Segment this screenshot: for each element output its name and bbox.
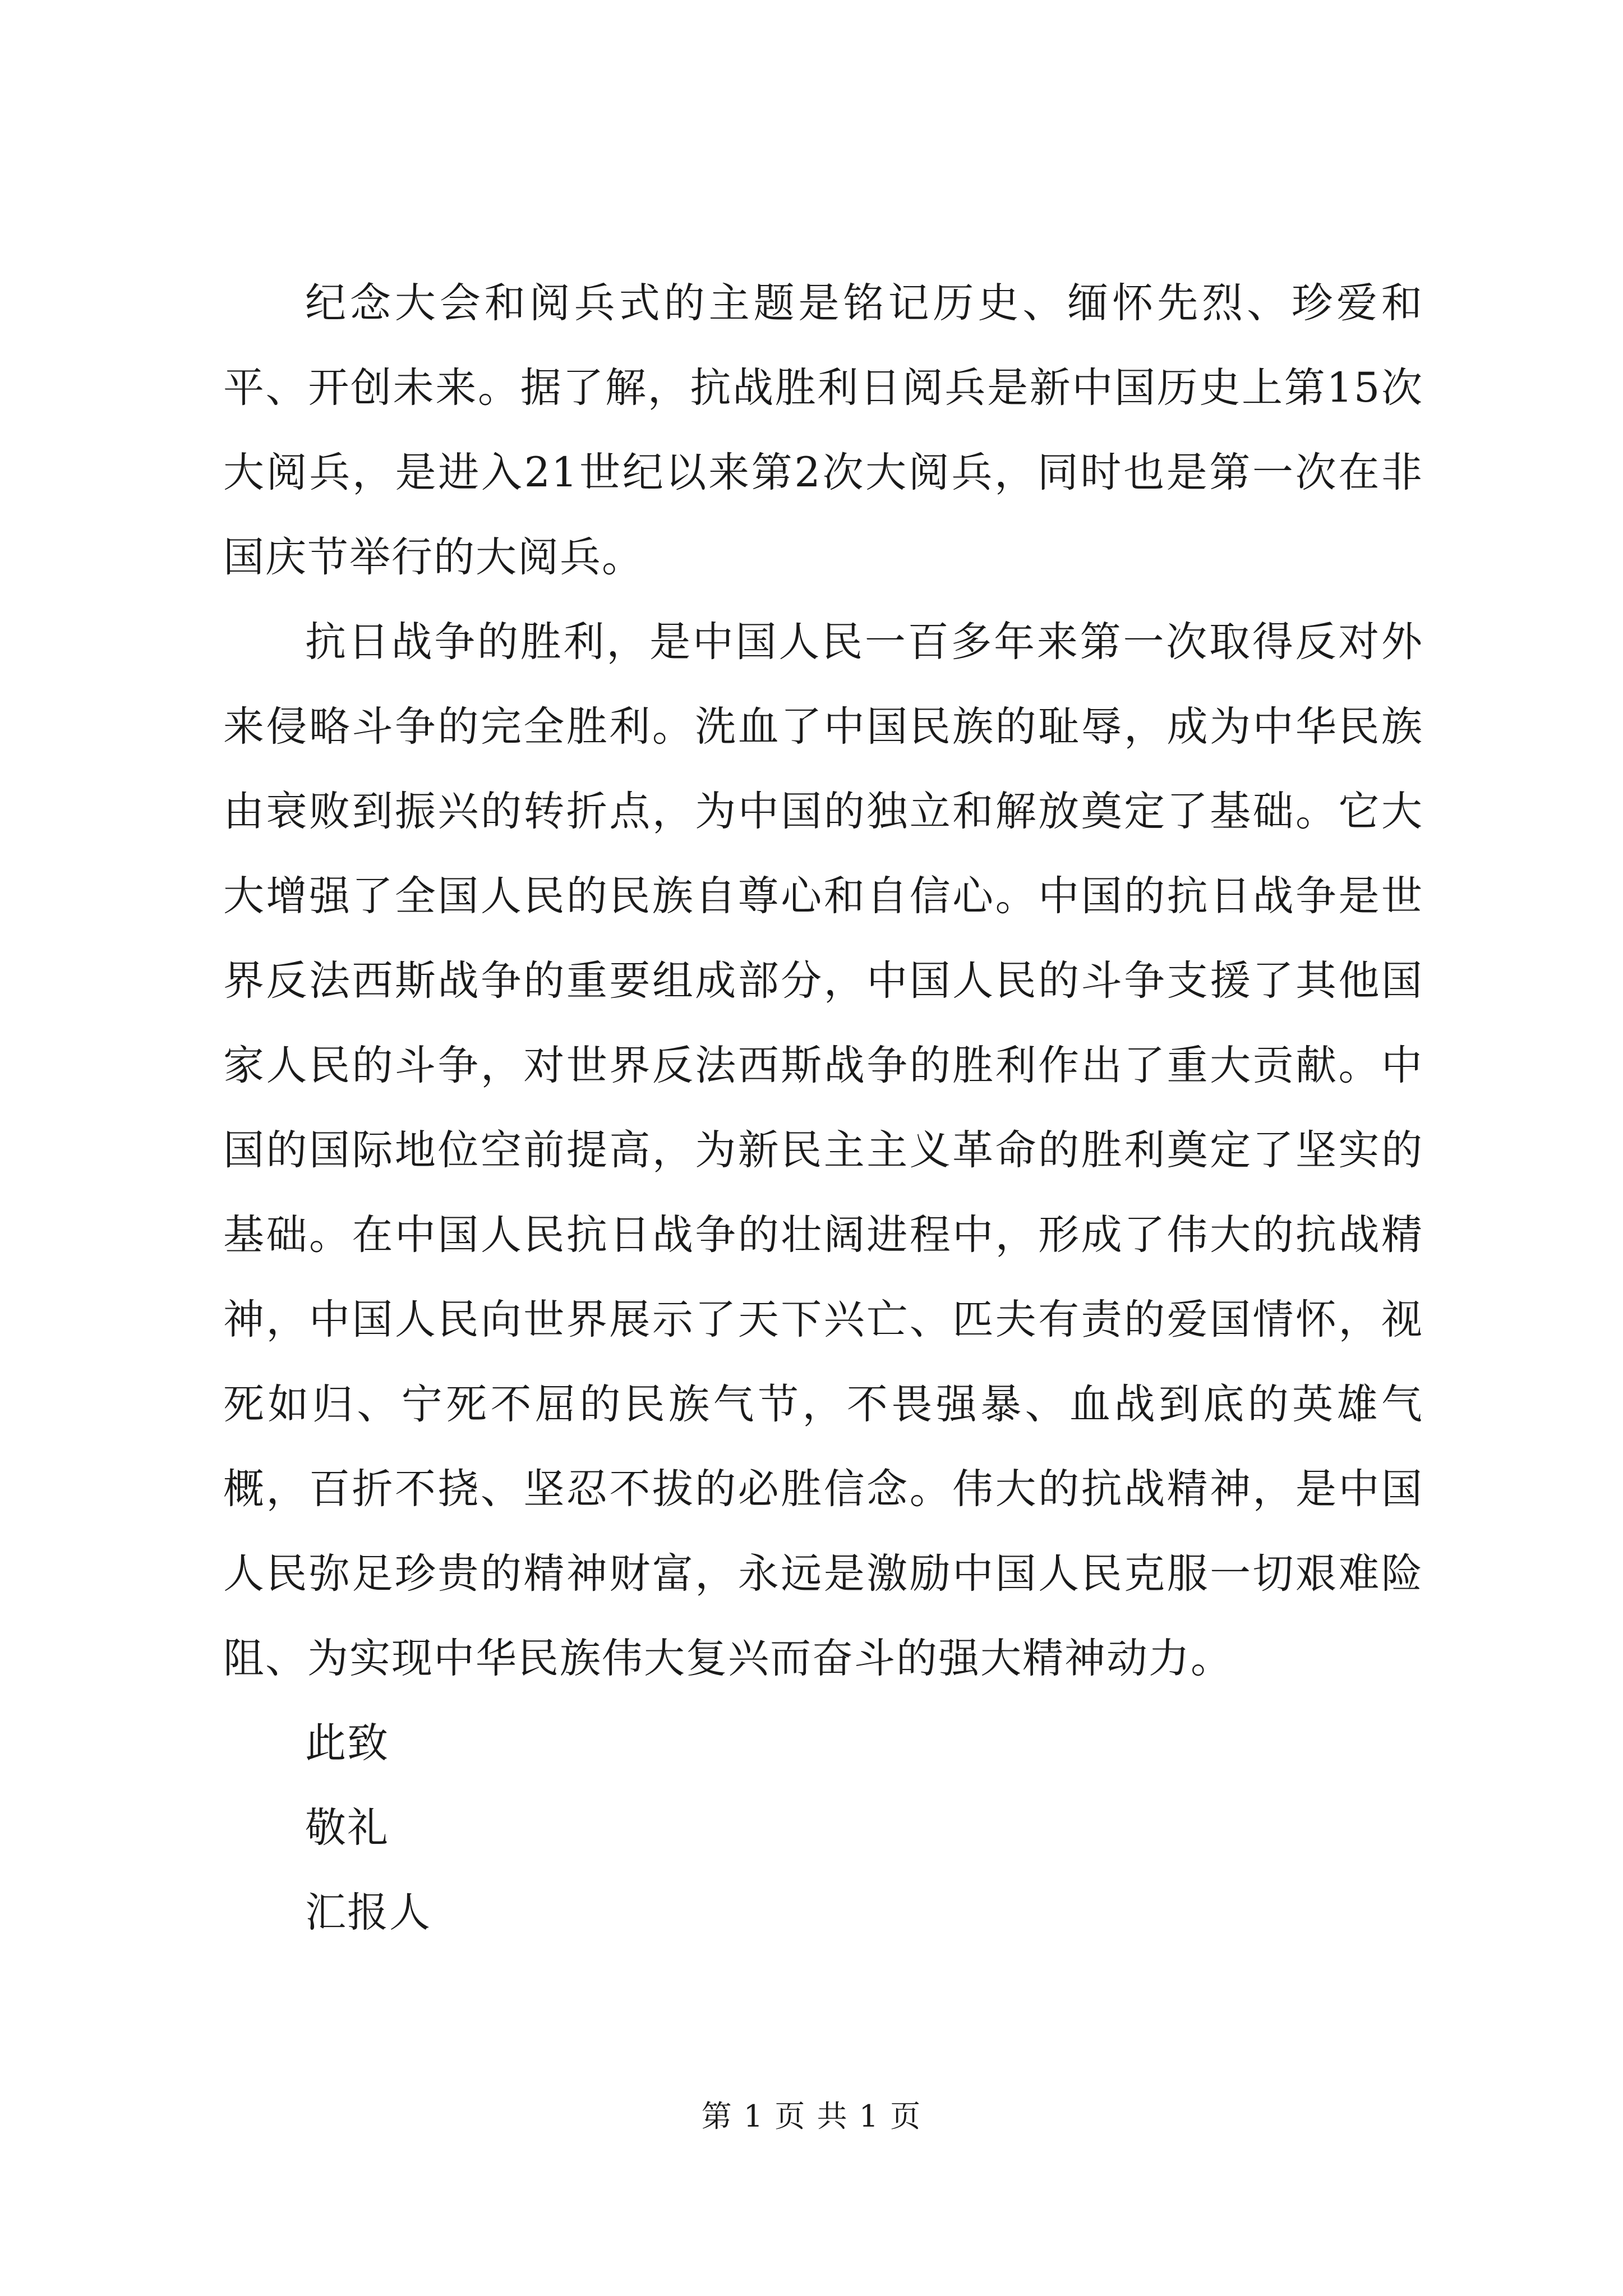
paragraph-victory: 抗日战争的胜利，是中国人民一百多年来第一次取得反对外来侵略斗争的完全胜利。洗血了中国民族的耻辱，成为中华民族由衰败到振兴的转折点，为中国的独立和解放奠定了基础。它大大增强了全国人民的民族自尊心和自信心。中国的抗日战争是世界反法西斯战争的重要组成部分，中国人民的斗争支援了其他国家人民的斗争，对世界反法西斯战争的胜利作出了重大贡献。中国的国际地位空前提高，为新民主主义革命的胜利奠定了坚实的基础。在中国人民抗日战争的壮阔进程中，形成了伟大的抗战精神，中国人民向世界展示了天下兴亡、匹夫有责的爱国情怀，视死如归、宁死不屈的民族气节，不畏强暴、血战到底的英雄气概，百折不挠、坚忍不拔的必胜信念。伟大的抗战精神，是中国人民弥足珍贵的精神财富，永远是激励中国人民克服一切艰难险阻、为实现中华民族伟大复兴而奋斗的强大精神动力。 — [223, 618, 1423, 1682]
document-body — [223, 261, 1423, 1955]
page-footer: 第 1 页 共 1 页 — [701, 2099, 922, 2134]
paragraph-theme: 纪念大会和阅兵式的主题是铭记历史、缅怀先烈、珍爱和平、开创未来。据了解，抗战胜利日阅兵是新中国历史上第15次大阅兵，是进入21世纪以来第2次大阅兵，同时也是第一次在非国庆节举行的大阅兵。 — [223, 279, 1423, 581]
closing-reporter: 汇报人 — [305, 1889, 431, 1936]
closing-regards: 敬礼 — [305, 1804, 389, 1852]
closing-salutation: 此致 — [305, 1719, 389, 1767]
